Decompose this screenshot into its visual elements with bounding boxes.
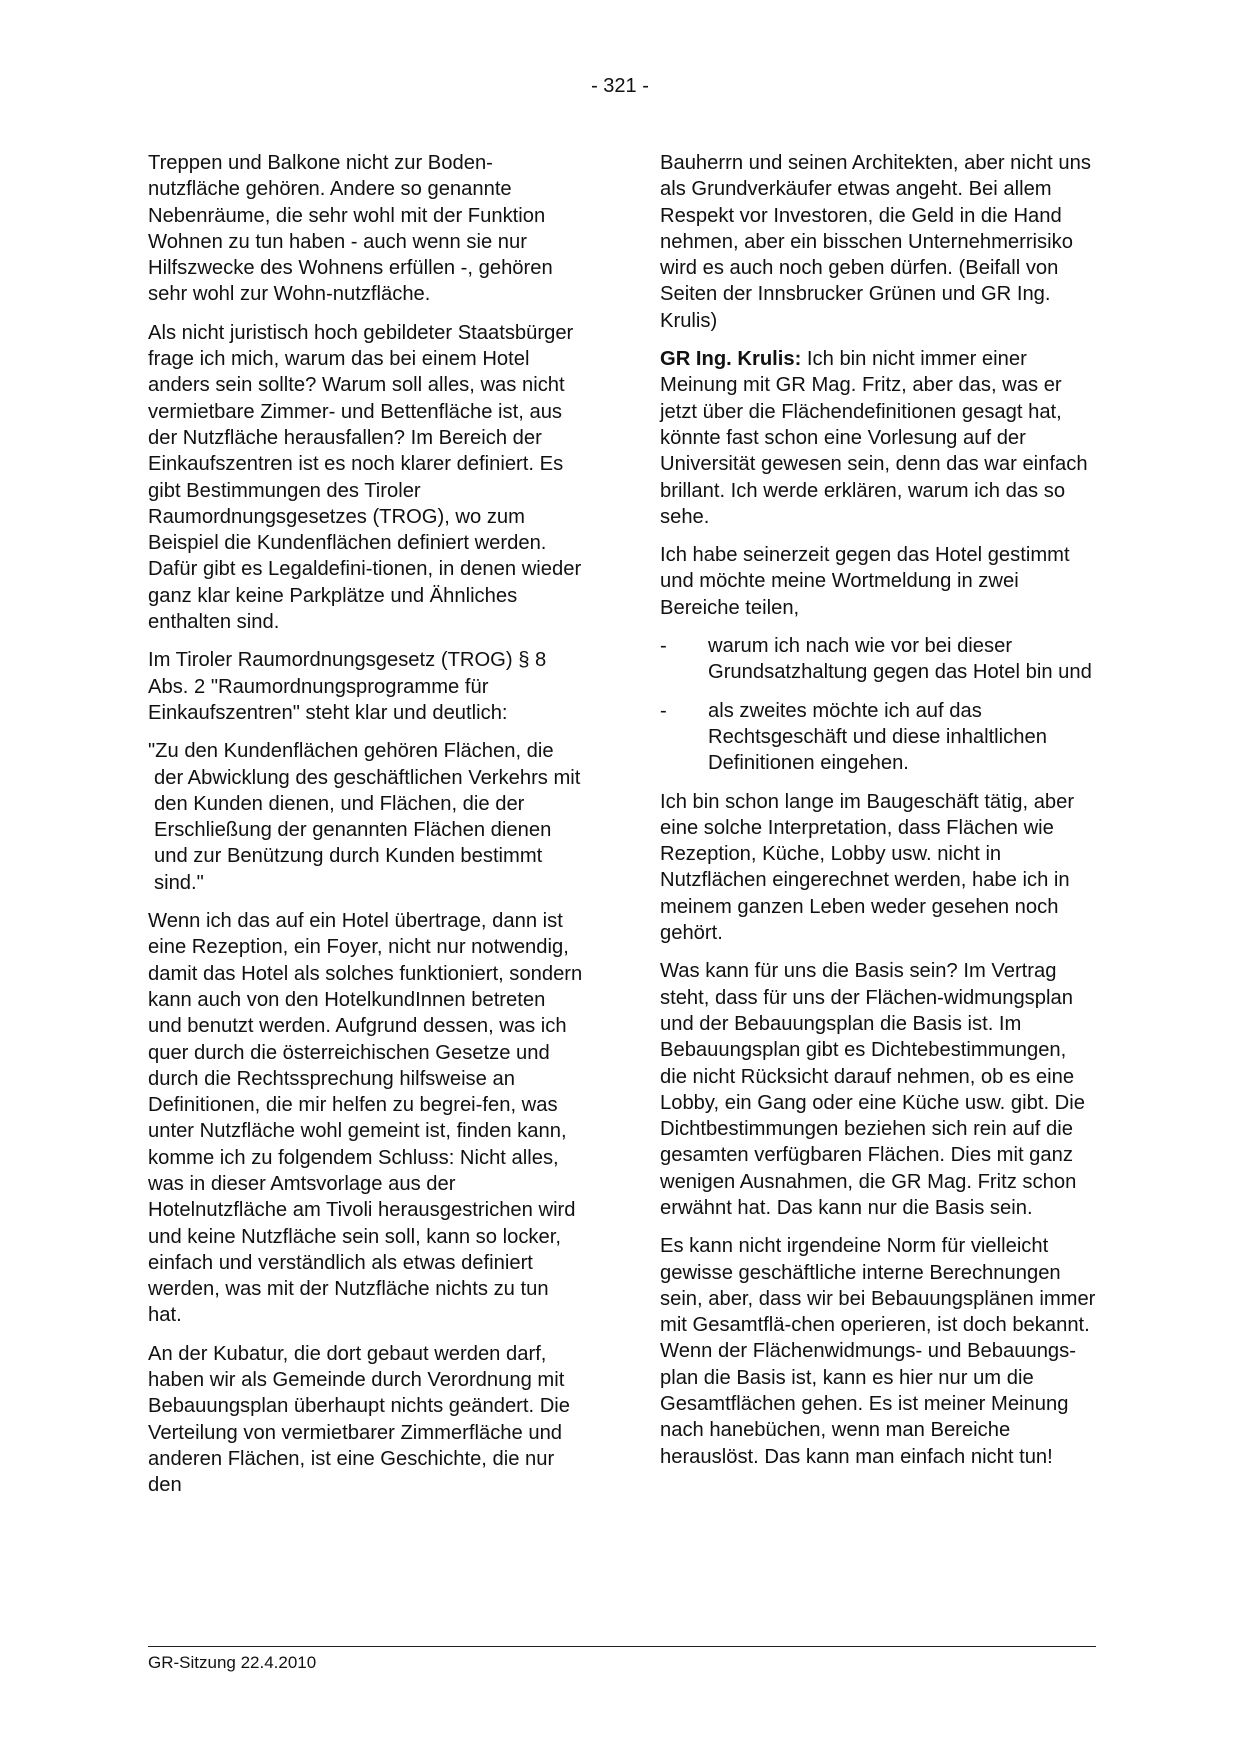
paragraph: Treppen und Balkone nicht zur Boden-nutzfläche gehören. Andere so genannte Nebenräume, die sehr wohl mit der Funktion Wohnen zu tun haben - auch wenn sie nur Hilfszwecke des Wohnens erfüllen -, gehören sehr wohl zur Wohn-nutzfläche.: [148, 152, 553, 306]
list-item: [660, 698, 1096, 777]
paragraph: Im Tiroler Raumordnungsgesetz (TROG) § 8 Abs. 2 "Raumordnungsprogramme für Einkaufszentren" steht klar und deutlich:: [148, 649, 547, 724]
paragraph: Ich bin schon lange im Baugeschäft tätig, aber eine solche Interpretation, dass Flächen wie Rezeption, Küche, Lobby usw. nicht in Nutzflächen eingerechnet werden, habe ich in meinem ganzen Leben weder gesehen noch gehört.: [660, 790, 1075, 945]
paragraph: Als nicht juristisch hoch gebildeter Staatsbürger frage ich mich, warum das bei einem Hotel anders sein sollte? Warum soll alles, was nicht vermietbare Zimmer- und Bettenfläche ist, aus der Nutzfläche herausfallen? Im Bereich der Einkaufszentren ist es noch klarer definiert. Es gibt Bestimmungen des Tiroler Raumordnungsgesetzes (TROG), wo zum Beispiel die Kundenflächen definiert werden. Dafür gibt es Legaldefini-tionen, in denen wieder ganz klar keine Parkplätze und Ähnliches enthalten sind.: [148, 321, 582, 634]
paragraph: An der Kubatur, die dort gebaut werden darf, haben wir als Gemeinde durch Verordnung mit Bebauungsplan überhaupt nichts geändert. Die Verteilung von vermietbarer Zimmerfläche und anderen Flächen, ist eine Geschichte, die nur den: [148, 1342, 571, 1497]
paragraph: Bauherrn und seinen Architekten, aber nicht uns als Grundverkäufer etwas angeht. Bei allem Respekt vor Investoren, die Geld in die Hand nehmen, aber ein bisschen Unternehmerrisiko wird es auch noch geben dürfen. (Beifall von Seiten der Innsbrucker Grünen und GR Ing. Krulis): [660, 152, 1091, 332]
list-item-text: warum ich nach wie vor bei dieser Grundsatzhaltung gegen das Hotel bin und: [708, 635, 1092, 684]
speech-text: Ich bin nicht immer einer Meinung mit GR Mag. Fritz, aber das, was er jetzt über die Flächendefinitionen gesagt hat, könnte fast schon eine Vorlesung auf der Universität gewesen sein, denn das war einfach brillant. Ich werde erklären, warum ich das so sehe.: [660, 348, 1088, 528]
paragraph: Ich habe seinerzeit gegen das Hotel gestimmt und möchte meine Wortmeldung in zwei Bereiche teilen,: [660, 544, 1070, 619]
left-column: [148, 150, 584, 1511]
speech-paragraph: [660, 346, 1096, 530]
right-column: [660, 150, 1096, 1482]
bullet-dash: -: [660, 699, 667, 722]
list-item: [660, 633, 1096, 686]
law-quote: "Zu den Kundenflächen gehören Flächen, die der Abwicklung des geschäftlichen Verkehrs mit den Kunden dienen, und Flächen, die der Erschließung der genannten Flächen dienen und zur Benützung durch Kunden bestimmt sind.": [148, 740, 581, 894]
list-item-text: als zweites möchte ich auf das Rechtsgeschäft und diese inhaltlichen Definitionen eingehen.: [708, 699, 1047, 775]
paragraph: Was kann für uns die Basis sein? Im Vertrag steht, dass für uns der Flächen-widmungsplan und der Bebauungsplan die Basis ist. Im Bebauungsplan gibt es Dichtebestimmungen, die nicht Rücksicht darauf nehmen, ob es eine Lobby, ein Gang oder eine Küche usw. gibt. Die Dichtbestimmungen beziehen sich rein auf die gesamten verfügbaren Flächen. Dies mit ganz wenigen Ausnahmen, die GR Mag. Fritz schon erwähnt hat. Das kann nur die Basis sein.: [660, 960, 1085, 1219]
footer-text: GR-Sitzung 22.4.2010: [148, 1653, 317, 1672]
paragraph: Es kann nicht irgendeine Norm für vielleicht gewisse geschäftliche interne Berechnungen sein, aber, dass wir bei Bebauungsplänen immer mit Gesamtflä-chen operieren, ist doch bekannt. Wenn der Flächenwidmungs- und Bebauungs-plan die Basis ist, kann es hier nur um die Gesamtflächen gehen. Es ist meiner Meinung nach hanebüchen, wenn man Bereiche herauslöst. Das kann man einfach nicht tun!: [660, 1235, 1096, 1468]
page-number: - 321 -: [591, 75, 649, 97]
footer-divider: [148, 1646, 1096, 1647]
paragraph: Wenn ich das auf ein Hotel übertrage, dann ist eine Rezeption, ein Foyer, nicht nur notwendig, damit das Hotel als solches funktioniert, sondern kann auch von den HotelkundInnen betreten und benutzt werden. Aufgrund dessen, was ich quer durch die österreichischen Gesetze und durch die Rechtssprechung hilfsweise an Definitionen, die mir helfen zu begrei-fen, was unter Nutzfläche wohl gemeint ist, finden kann, komme ich zu folgendem Schluss: Nicht alles, was in dieser Amtsvorlage aus der Hotelnutzfläche am Tivoli herausgestrichen wird und keine Nutzfläche sein soll, kann so locker, einfach und verständlich als etwas definiert werden, was mit der Nutzfläche nichts zu tun hat.: [148, 910, 583, 1327]
speaker-name: GR Ing. Krulis:: [660, 348, 802, 371]
bullet-dash: -: [660, 635, 667, 658]
